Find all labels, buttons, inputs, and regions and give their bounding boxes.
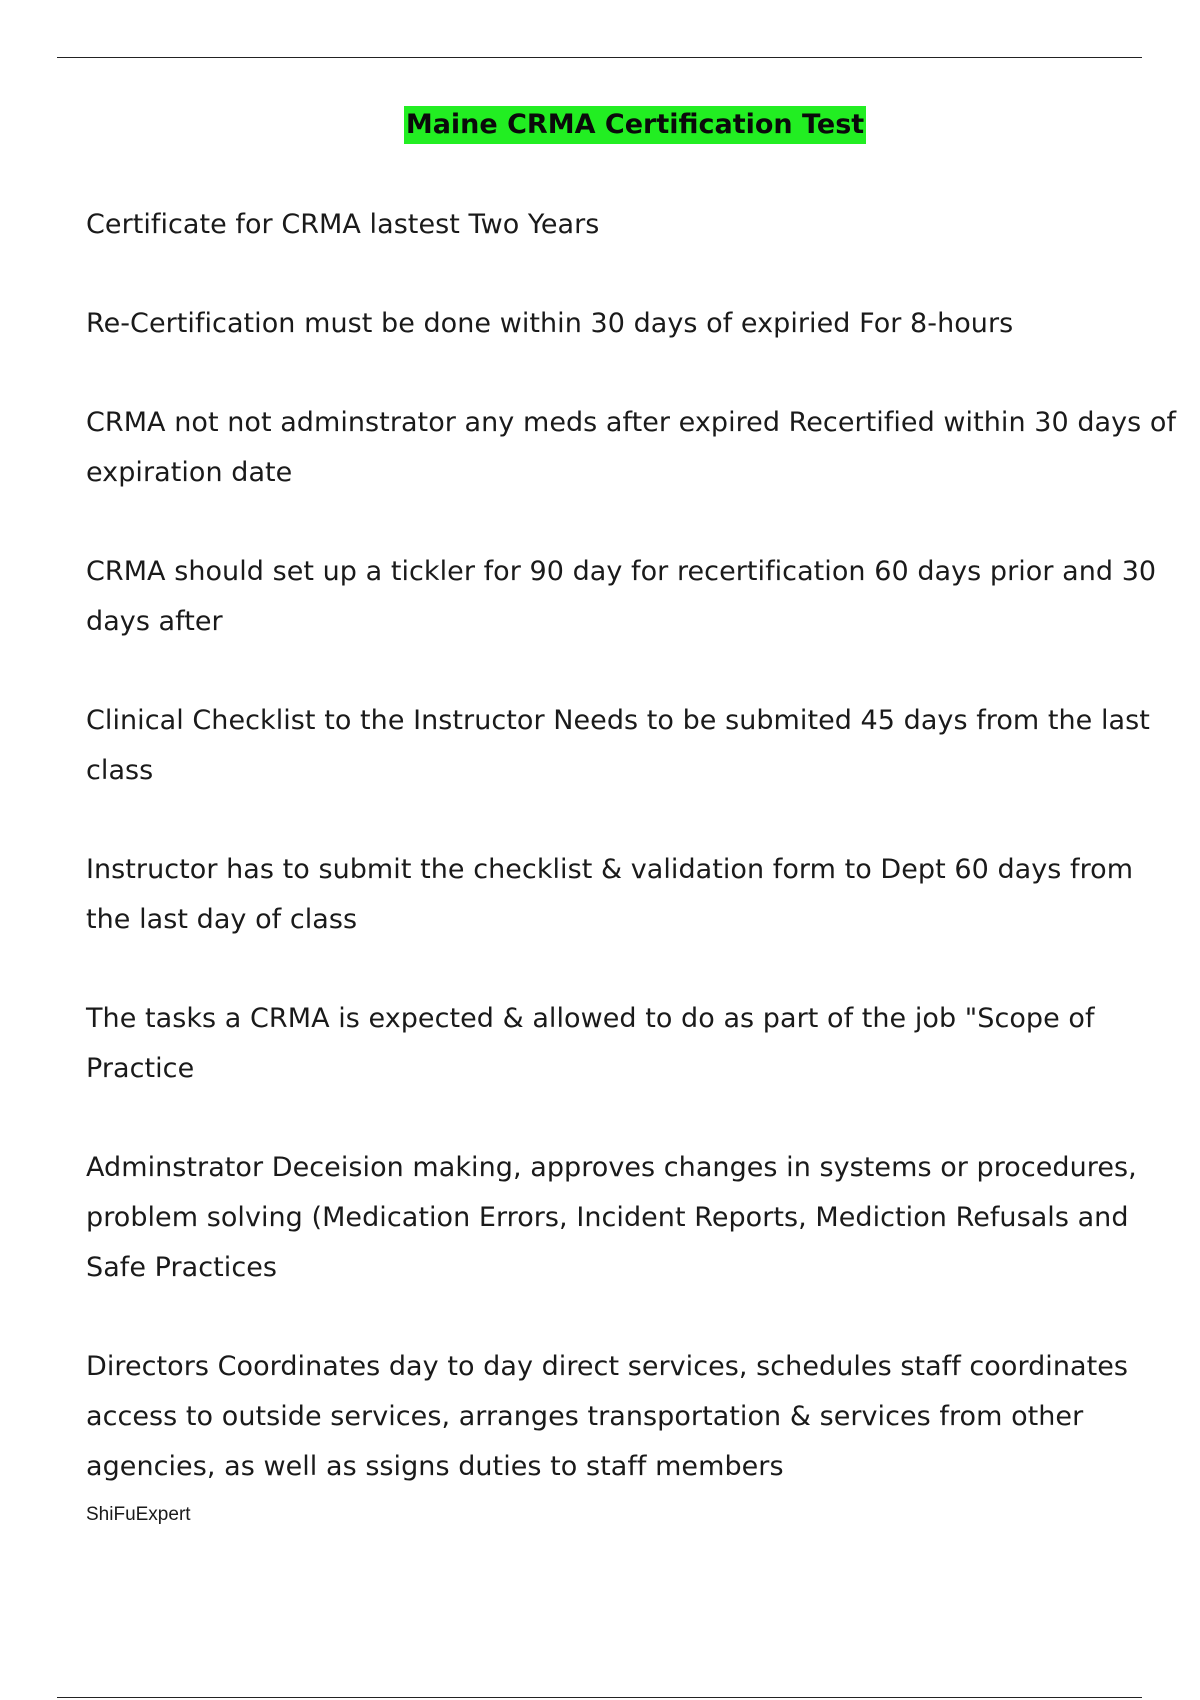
paragraph-5: Clinical Checklist to the Instructor Needs to be submited 45 days from the last class [86, 705, 1150, 786]
document-title: Maine CRMA Certification Test [404, 106, 866, 144]
paragraph-4: CRMA should set up a tickler for 90 day for recertification 60 days prior and 30 days after [86, 556, 1157, 637]
title-container [0, 106, 1200, 144]
paragraph-6: Instructor has to submit the checklist & validation form to Dept 60 days from the last day of class [86, 854, 1134, 935]
footer-brand: ShiFuExpert [86, 1504, 191, 1525]
paragraph-7: The tasks a CRMA is expected & allowed to do as part of the job "Scope of Practice [86, 1003, 1095, 1084]
top-divider [57, 57, 1142, 58]
paragraph-1: Certificate for CRMA lastest Two Years [86, 209, 600, 240]
paragraph-3: CRMA not not adminstrator any meds after expired Recertified within 30 days of expiration date [86, 407, 1177, 488]
document-body [86, 200, 1186, 1541]
paragraph-9: Directors Coordinates day to day direct services, schedules staff coordinates access to outside services, arranges transportation & services from other agencies, as well as ssigns duties to staff members [86, 1351, 1129, 1482]
paragraph-2: Re-Certification must be done within 30 days of expiried For 8-hours [86, 308, 1014, 339]
bottom-divider [57, 1697, 1142, 1698]
paragraph-8: Adminstrator Deceision making, approves changes in systems or procedures, problem solving (Medication Errors, Incident Reports, Mediction Refusals and Safe Practices [86, 1152, 1137, 1283]
